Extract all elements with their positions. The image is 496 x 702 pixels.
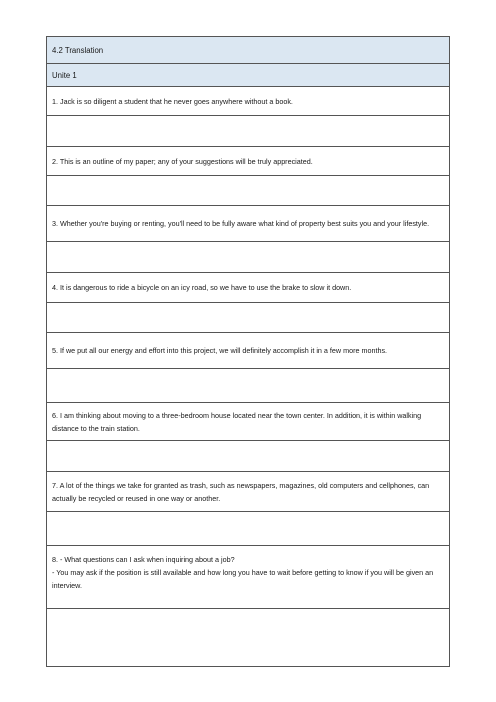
answer-box-3[interactable]	[47, 242, 449, 273]
question-row-4	[47, 273, 449, 303]
section-title: 4.2 Translation	[52, 45, 104, 55]
section-title-row	[47, 37, 449, 64]
question-7-text: 7. A lot of the things we take for granted as trash, such as newspapers, magazines, old computers and cellphones, can actually be recycled or reused in one way or another.	[52, 480, 430, 503]
translation-worksheet	[46, 36, 450, 667]
question-8-line-1: 8. - What questions can I ask when inquiring about a job?	[52, 555, 235, 564]
answer-box-5[interactable]	[47, 369, 449, 403]
question-row-8	[47, 546, 449, 609]
question-row-6	[47, 403, 449, 441]
answer-box-4[interactable]	[47, 303, 449, 333]
answer-box-8[interactable]	[47, 609, 449, 666]
question-row-1	[47, 87, 449, 116]
question-2-text: 2. This is an outline of my paper; any of your suggestions will be truly appreciated.	[52, 156, 313, 166]
question-8-line-2: - You may ask if the position is still available and how long you have to wait before getting to know if you will be given an interview.	[52, 568, 434, 590]
unit-row	[47, 64, 449, 87]
answer-box-1[interactable]	[47, 116, 449, 147]
unit-label: Unite 1	[52, 70, 77, 80]
question-5-text: 5. If we put all our energy and effort into this project, we will definitely accomplish it in a few more months.	[52, 346, 388, 355]
answer-box-2[interactable]	[47, 176, 449, 206]
question-row-3	[47, 206, 449, 242]
answer-box-6[interactable]	[47, 441, 449, 472]
answer-box-7[interactable]	[47, 512, 449, 546]
question-4-text: 4. It is dangerous to ride a bicycle on an icy road, so we have to use the brake to slow it down.	[52, 283, 352, 292]
question-6-text: 6. I am thinking about moving to a three-bedroom house located near the town center. In addition, it is within walking distance to the train station.	[52, 410, 422, 433]
question-3-text: 3. Whether you're buying or renting, you'll need to be fully aware what kind of property best suits you and your lifestyle.	[52, 219, 430, 228]
question-row-7	[47, 472, 449, 512]
question-row-2	[47, 147, 449, 176]
question-1-text: 1. Jack is so diligent a student that he never goes anywhere without a book.	[52, 96, 293, 106]
question-row-5	[47, 333, 449, 369]
